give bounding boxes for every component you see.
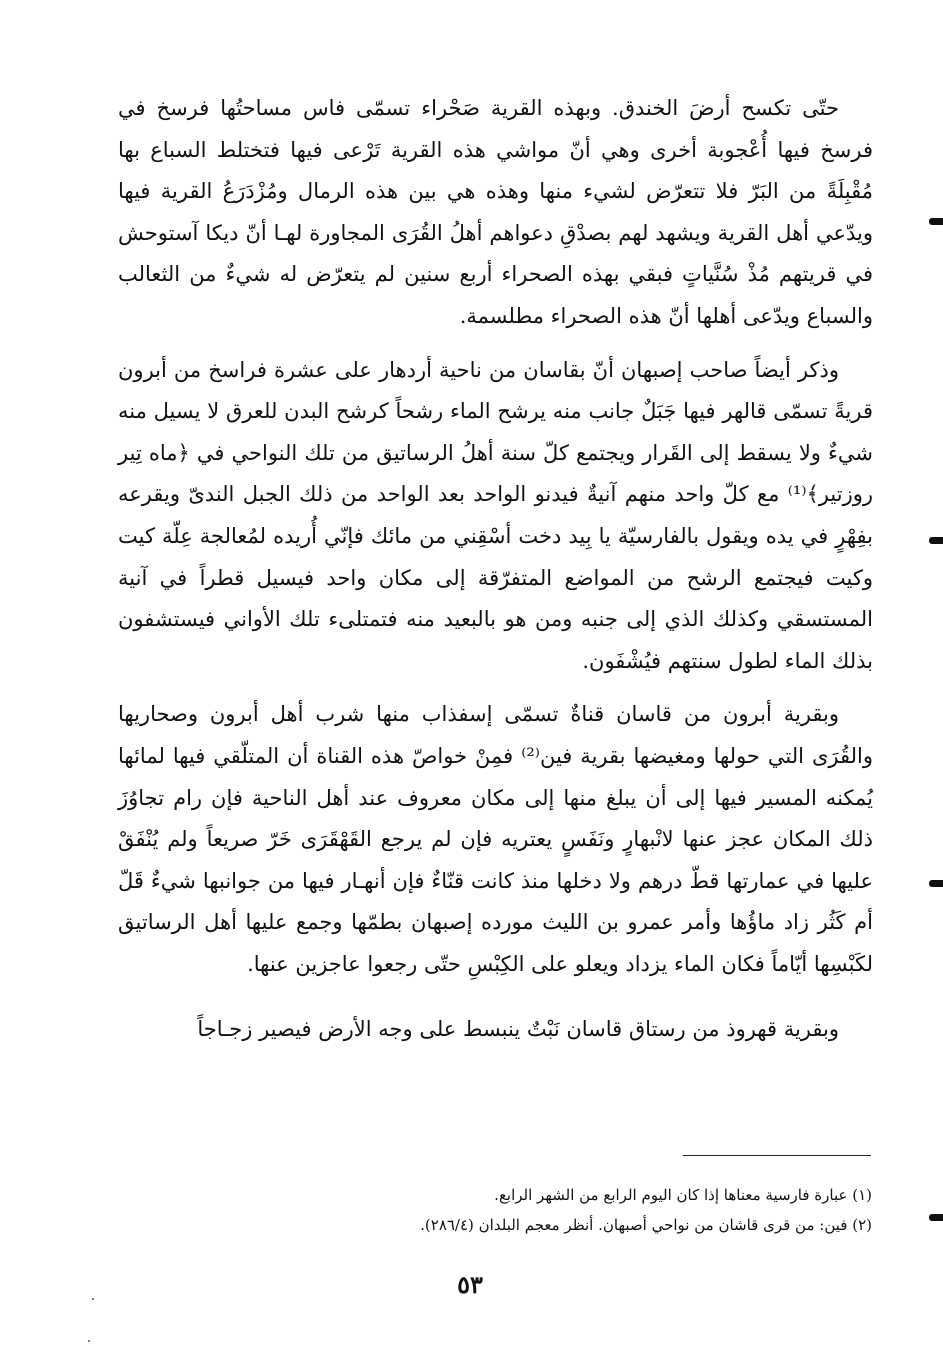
body-text bbox=[118, 88, 873, 1051]
scan-edge-mark bbox=[929, 537, 943, 544]
paragraph-4: وبقرية قهروذ من رستاق قاسان نَبْتٌ ينبسط على وجه الأرض فيصير زجـاجاً bbox=[197, 1017, 839, 1042]
scan-edge-mark bbox=[929, 880, 943, 887]
footnote-2: (٢) فين: من قرى قاشان من نواحي أصبهان. أنظر معجم البلدان (٢٨٦/٤). bbox=[420, 1216, 872, 1234]
scan-speck bbox=[92, 1298, 94, 1300]
page-number: ٥٣ bbox=[457, 1270, 483, 1299]
paragraph-2: وذكر أيضاً صاحب إصبهان أنّ بقاسان من ناحية أردهار على عشرة فراسخ من أبرون قريةً تسمّى قالهر فيها جَبَلٌ جانب منه يرشح الماء رشحاً كرشح البدن للعرق لا يسيل منه شيءٌ ولا يسقط إلى القَرار ويجتمع كلّ سنة أهلُ الرساتيق من تلك النواحي في ﴿ماه تِير روزتير﴾⁽¹⁾ مع كلّ واحد منهم آنيةٌ فيدنو الواحد بعد الواحد من ذلك الجبل الندىّ ويقرعه بفِهْرٍ في يده ويقول بالفارسيّة يا بِيد دخت أسْقِني من مائك فإنّي أُريده لمُعالجة عِلّة كيت وكيت فيجتمع الرشح من المواضع المتفرّقة إلى مكان واحد فيسيل قطراً في آنية المستسقي وكذلك الذي إلى جنبه ومن هو بالبعيد منه فتمتلىء تلك الأواني فيستشفون بذلك الماء لطول سنتهم فيُشْفَون. bbox=[118, 357, 873, 673]
footnotes bbox=[300, 1180, 872, 1240]
scan-edge-mark bbox=[929, 1214, 943, 1221]
scan-speck bbox=[88, 1340, 90, 1342]
paragraph-3: وبقرية أبرون من قاسان قناةٌ تسمّى إسفذاب منها شرب أهل أبرون وصحاريها والقُرَى التي حولها ومغيضها بقرية فين⁽²⁾ فمِنْ خواصّ هذه القناة أن المتلّقي فيها لمائها يُمكنه المسير فيها إلى أن يبلغ منها إلى مكان معروف عند أهل الناحية فإن رام تجاوُزَ ذلك المكان عجز عنها لانْبهارٍ ونَفَسٍ يعتريه فإن لم يرجع القَهْقَرَى خَرّ صريعاً ولم يُنْفَقْ عليها في عمارتها قطّ درهم ولا دخلها منذ كانت قنّاءٌ فإن أنهـار فيها من جوانبها شيءٌ قَلّ أم كَثُر زاد ماؤُها وأمر عمرو بن الليث مورده إصبهان بطمّها وجمع عليها أهل الرساتيق لكَبْسِها أيّاماً فكان الماء يزداد ويعلو على الكِبْسِ حتّى رجعوا عاجزين عنها. bbox=[118, 702, 873, 976]
paragraph-1: حتّى تكسح أرضَ الخندق. وبهذه القرية صَحْراء تسمّى فاس مساحتُها فرسخ في فرسخ فيها أُعْجوبة أخرى وهي أنّ مواشي هذه القرية تَرْعى فيها فتختلط السباع بها مُقْبِلَةً من البَرّ فلا تتعرّض لشيء منها وهذه هي بين هذه الرمال ومُزْدَرَعُ القرية فيها ويدّعي أهل القرية ويشهد لهم بصدْقِ دعواهم أهلُ القُرَى المجاورة لهـا أنّ ديكا آستوحش في قريتهم مُذْ سُنَّياتٍ فبقي بهذه الصحراء أربع سنين لم يتعرّض له شيءٌ من الثعالب والسباع ويدّعى أهلها أنّ هذه الصحراء مطلسمة. bbox=[118, 96, 873, 328]
scan-edge-mark bbox=[929, 218, 943, 225]
footnote-separator bbox=[683, 1155, 871, 1156]
footnote-1: (١) عبارة فارسية معناها إذا كان اليوم الرابع من الشهر الرابع. bbox=[494, 1186, 872, 1204]
